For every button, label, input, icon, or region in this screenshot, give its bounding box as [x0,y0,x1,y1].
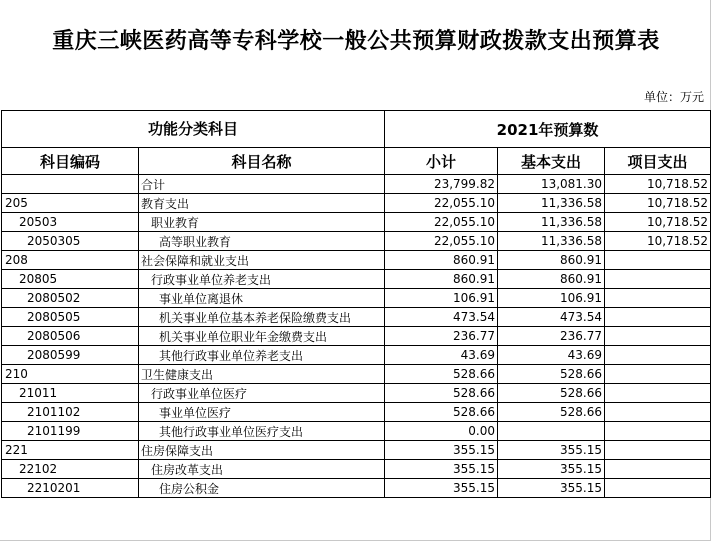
row-code: 2210201 [2,479,139,498]
table-row [2,346,711,365]
row-code: 20805 [2,270,139,289]
row-subtotal: 355.15 [385,479,498,498]
row-subtotal: 0.00 [385,422,498,441]
code-header: 科目编码 [2,148,139,175]
subtotal-header: 小计 [385,148,498,175]
row-code: 2080506 [2,327,139,346]
row-basic: 528.66 [498,403,605,422]
budget-table [1,110,711,498]
row-code: 221 [2,441,139,460]
row-project [605,251,711,270]
row-project [605,403,711,422]
row-code: 2050305 [2,232,139,251]
row-project [605,327,711,346]
row-basic: 11,336.58 [498,213,605,232]
row-code [2,175,139,194]
row-name: 其他行政事业单位医疗支出 [139,422,385,441]
header-row-2 [2,148,711,175]
row-subtotal: 355.15 [385,460,498,479]
row-subtotal: 860.91 [385,251,498,270]
table-row [2,213,711,232]
row-project [605,384,711,403]
row-project: 10,718.52 [605,194,711,213]
row-name: 事业单位离退休 [139,289,385,308]
row-subtotal: 22,055.10 [385,232,498,251]
table-row [2,441,711,460]
table-row [2,479,711,498]
table-row [2,327,711,346]
table-row [2,308,711,327]
row-code: 2080502 [2,289,139,308]
project-header: 项目支出 [605,148,711,175]
row-subtotal: 355.15 [385,441,498,460]
row-subtotal: 860.91 [385,270,498,289]
table-row [2,232,711,251]
row-subtotal: 22,055.10 [385,213,498,232]
row-basic: 11,336.58 [498,232,605,251]
row-basic: 528.66 [498,384,605,403]
row-basic: 43.69 [498,346,605,365]
row-name: 教育支出 [139,194,385,213]
row-code: 22102 [2,460,139,479]
row-subtotal: 473.54 [385,308,498,327]
row-name: 机关事业单位基本养老保险缴费支出 [139,308,385,327]
table-row [2,403,711,422]
row-code: 2080505 [2,308,139,327]
row-subtotal: 528.66 [385,384,498,403]
row-name: 高等职业教育 [139,232,385,251]
unit-label: 单位：万元 [643,90,704,104]
row-code: 2101199 [2,422,139,441]
table-row [2,270,711,289]
row-name: 职业教育 [139,213,385,232]
row-basic: 236.77 [498,327,605,346]
row-basic [498,422,605,441]
row-project: 10,718.52 [605,232,711,251]
row-project [605,270,711,289]
row-project [605,365,711,384]
table-row [2,289,711,308]
row-name: 事业单位医疗 [139,403,385,422]
row-basic: 473.54 [498,308,605,327]
row-name: 行政事业单位养老支出 [139,270,385,289]
row-name: 住房公积金 [139,479,385,498]
budget-year-header: 2021年预算数 [385,111,711,148]
table-row [2,460,711,479]
row-basic: 355.15 [498,441,605,460]
row-subtotal: 23,799.82 [385,175,498,194]
row-code: 210 [2,365,139,384]
row-project [605,346,711,365]
row-code: 208 [2,251,139,270]
row-code: 2101102 [2,403,139,422]
row-project [605,460,711,479]
row-project [605,441,711,460]
row-basic: 13,081.30 [498,175,605,194]
row-code: 2080599 [2,346,139,365]
row-basic: 355.15 [498,479,605,498]
table-row [2,175,711,194]
row-subtotal: 236.77 [385,327,498,346]
page-title: 重庆三峡医药高等专科学校一般公共预算财政拨款支出预算表 [52,29,660,54]
row-subtotal: 106.91 [385,289,498,308]
row-name: 合计 [139,175,385,194]
basic-header: 基本支出 [498,148,605,175]
row-name: 住房改革支出 [139,460,385,479]
row-basic: 106.91 [498,289,605,308]
row-subtotal: 22,055.10 [385,194,498,213]
table-row [2,365,711,384]
row-name: 住房保障支出 [139,441,385,460]
row-basic: 860.91 [498,270,605,289]
table-row [2,251,711,270]
table-row [2,384,711,403]
row-name: 行政事业单位医疗 [139,384,385,403]
row-project: 10,718.52 [605,213,711,232]
name-header: 科目名称 [139,148,385,175]
row-code: 205 [2,194,139,213]
row-name: 社会保障和就业支出 [139,251,385,270]
func-category-header: 功能分类科目 [2,111,385,148]
row-project [605,308,711,327]
row-basic: 11,336.58 [498,194,605,213]
row-subtotal: 43.69 [385,346,498,365]
header-row-1 [2,111,711,148]
row-name: 卫生健康支出 [139,365,385,384]
row-name: 机关事业单位职业年金缴费支出 [139,327,385,346]
row-subtotal: 528.66 [385,403,498,422]
row-project [605,422,711,441]
table-row [2,422,711,441]
row-basic: 355.15 [498,460,605,479]
row-code: 20503 [2,213,139,232]
row-basic: 860.91 [498,251,605,270]
row-project [605,479,711,498]
table-row [2,194,711,213]
row-basic: 528.66 [498,365,605,384]
row-project: 10,718.52 [605,175,711,194]
row-subtotal: 528.66 [385,365,498,384]
row-code: 21011 [2,384,139,403]
row-name: 其他行政事业单位养老支出 [139,346,385,365]
row-project [605,289,711,308]
